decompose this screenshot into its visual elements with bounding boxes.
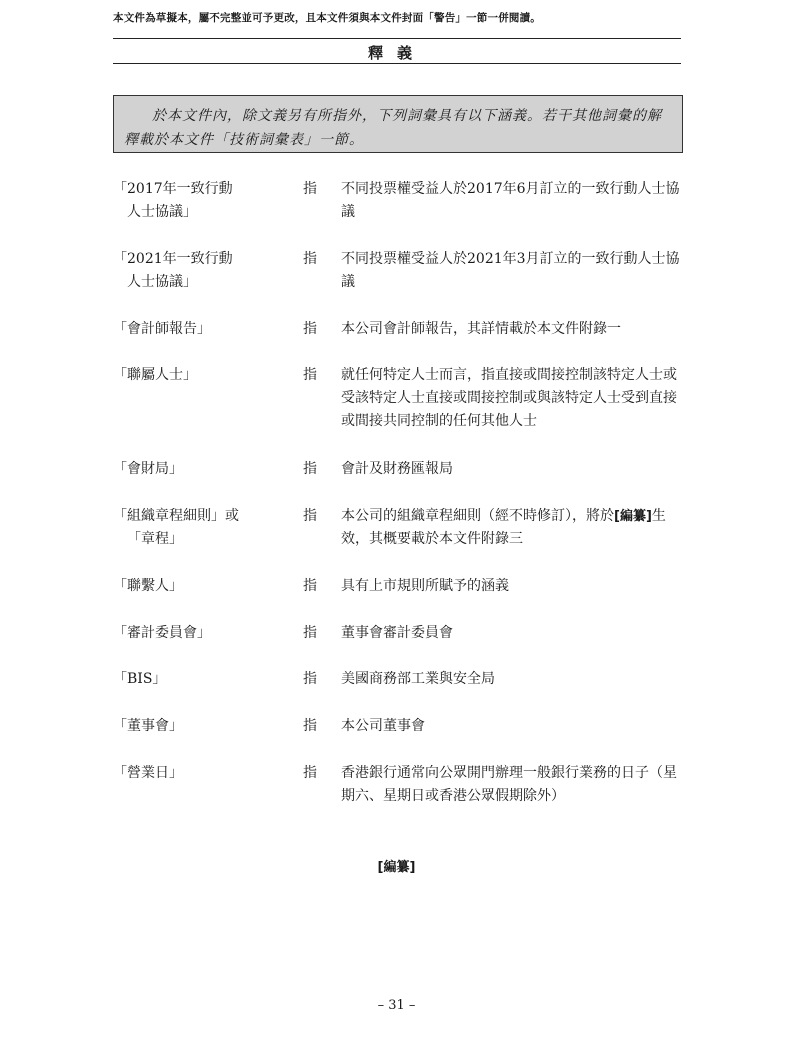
definition-text: 董事會審計委員會: [341, 625, 453, 641]
redacted-marker: [編纂]: [614, 509, 652, 524]
page-number: – 31 –: [377, 998, 416, 1013]
definition-text: 美國商務部工業與安全局: [341, 671, 495, 687]
definition-term: 「審計委員會」: [113, 625, 211, 641]
term-line-2: 「章程」: [127, 531, 183, 547]
means-label: 指: [303, 671, 317, 687]
definition-term: 「董事會」: [113, 718, 183, 734]
definition-term: 「BIS」: [113, 671, 167, 687]
title-bottom-rule: [113, 63, 681, 64]
definition-term: 「聯屬人士」: [113, 367, 197, 383]
definition-term: 「聯繫人」: [113, 578, 183, 594]
term-line-2: 人士協議」: [127, 204, 197, 220]
definition-term: [113, 178, 288, 224]
definition-term: [113, 248, 288, 294]
page-title: 釋義: [367, 44, 426, 62]
definition-term: [113, 505, 288, 551]
term-line-1: 「2021年一致行動: [113, 251, 233, 267]
definition-text: 香港銀行通常向公眾開門辦理一般銀行業務的日子（星期六、星期日或香港公眾假期除外）: [341, 765, 677, 804]
means-label: 指: [303, 321, 317, 337]
title-top-rule: [113, 38, 681, 39]
means-label: 指: [303, 181, 317, 197]
definition-text: 就任何特定人士而言，指直接或間接控制該特定人士或受該特定人士直接或間接控制或與該特定人士受到直接或間接共同控制的任何其他人士: [341, 367, 677, 429]
definition-text: 本公司董事會: [341, 718, 425, 734]
definition-text-part: 生效，其概要載於本文件附錄三: [341, 508, 666, 547]
means-label: 指: [303, 251, 317, 267]
definition-text: 會計及財務匯報局: [341, 461, 453, 477]
means-label: 指: [303, 625, 317, 641]
means-label: 指: [303, 578, 317, 594]
means-label: 指: [303, 367, 317, 383]
term-line-1: 「2017年一致行動: [113, 181, 233, 197]
definition-term: 「會財局」: [113, 461, 183, 477]
definition-text: 不同投票權受益人於2021年3月訂立的一致行動人士協議: [341, 251, 680, 290]
intro-line-2: 釋載於本文件「技術詞彙表」一節。: [124, 132, 364, 148]
definition-text: [341, 505, 683, 551]
term-line-1: 「組織章程細則」或: [113, 508, 239, 524]
definition-term: 「會計師報告」: [113, 321, 211, 337]
means-label: 指: [303, 508, 317, 524]
means-label: 指: [303, 461, 317, 477]
definition-text: 具有上市規則所賦予的涵義: [341, 578, 509, 594]
definition-term: 「營業日」: [113, 765, 183, 781]
definition-text: 本公司會計師報告，其詳情載於本文件附錄一: [341, 321, 621, 337]
definition-text-part: 本公司的組織章程細則（經不時修訂），將於: [341, 508, 614, 524]
definition-text: 不同投票權受益人於2017年6月訂立的一致行動人士協議: [341, 181, 680, 220]
means-label: 指: [303, 718, 317, 734]
redacted-marker: [編纂]: [377, 860, 416, 875]
intro-line-1: 於本文件內，除文義另有所指外，下列詞彙具有以下涵義。若干其他詞彙的解: [152, 108, 662, 124]
term-line-2: 人士協議」: [127, 274, 197, 290]
means-label: 指: [303, 765, 317, 781]
intro-box: [113, 95, 683, 153]
draft-warning: 本文件為草擬本，屬不完整並可予更改，且本文件須與本文件封面「警告」一節一併閱讀。: [113, 12, 541, 24]
